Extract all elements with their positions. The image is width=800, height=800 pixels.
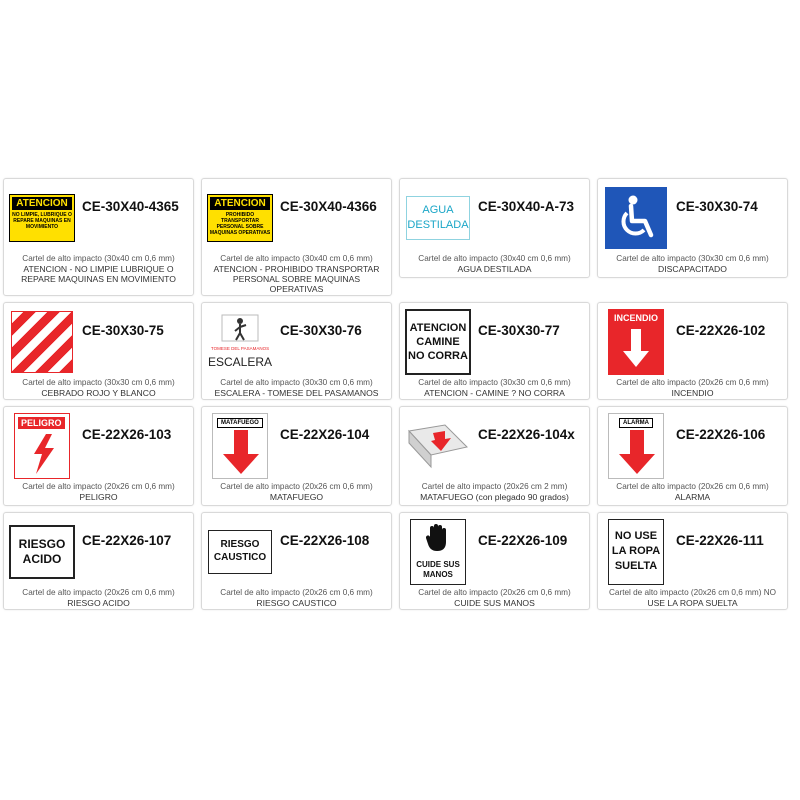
product-image[interactable] [9,415,75,477]
product-code[interactable]: CE-30X40-4365 [82,199,179,214]
product-card[interactable] [3,178,194,296]
product-description: Cartel de alto impacto (20x26 cm 0,6 mm) RIESGO CAUSTICO [220,588,373,608]
product-card[interactable] [399,178,590,278]
product-image[interactable] [405,521,471,583]
alarma-sign: ALARMA [608,413,664,479]
escalera-sign: TOMESE DEL PASAMANOS ESCALERA [207,311,273,373]
product-code[interactable]: CE-22X26-111 [676,533,764,548]
arrow-down-icon [617,430,657,476]
product-description: Cartel de alto impacto (20x26 cm 0,6 mm) ALARMA [616,482,769,502]
product-card[interactable] [201,302,392,400]
product-description: Cartel de alto impacto (30x40 cm 0,6 mm) ATENCION - NO LIMPIE LUBRIQUE O REPARE MAQUINAS EN MOVIMIENTO [21,254,176,284]
wheelchair-sign [605,187,667,249]
wheelchair-icon [611,193,661,243]
product-image[interactable] [603,311,669,373]
product-description: Cartel de alto impacto (20x26 cm 0,6 mm) RIESGO ACIDO [22,588,175,608]
camine-no-corra-sign: ATENCION CAMINE NO CORRA [405,309,471,375]
product-card[interactable] [597,178,788,278]
product-code[interactable]: CE-22X26-104 [280,427,370,442]
product-image[interactable] [405,187,471,249]
product-code[interactable]: CE-22X26-107 [82,533,172,548]
product-description: Cartel de alto impacto (20x26 cm 0,6 mm) NO USE LA ROPA SUELTA [609,588,776,608]
hazard-stripes-sign [11,311,73,373]
cuide-sus-manos-sign: CUIDE SUS MANOS [410,519,466,585]
product-card[interactable] [399,512,590,610]
product-description: Cartel de alto impacto (30x30 cm 0,6 mm) ESCALERA - TOMESE DEL PASAMANOS [214,378,379,398]
product-image[interactable] [405,415,471,477]
product-description: Cartel de alto impacto (30x30 cm 0,6 mm) CEBRADO ROJO Y BLANCO [22,378,175,398]
product-card[interactable] [399,302,590,400]
product-description: Cartel de alto impacto (30x40 cm 0,6 mm) AGUA DESTILADA [418,254,571,274]
product-code[interactable]: CE-30X40-4366 [280,199,377,214]
product-image[interactable] [603,415,669,477]
product-card[interactable] [201,178,392,296]
product-code[interactable]: CE-30X30-77 [478,323,560,338]
product-image[interactable] [9,311,75,373]
product-image[interactable] [207,187,273,249]
atencion-sign: ATENCION PROHIBIDO TRANSPORTAR PERSONAL SOBRE MAQUINAS OPERATIVAS [207,194,273,242]
product-code[interactable]: CE-22X26-109 [478,533,568,548]
product-description: Cartel de alto impacto (20x26 cm 0,6 mm) INCENDIO [616,378,769,398]
product-code[interactable]: CE-30X30-74 [676,199,758,214]
product-card[interactable] [597,512,788,610]
product-card[interactable] [201,406,392,506]
folded-matafuego-sign [405,421,471,471]
product-description: Cartel de alto impacto (20x26 cm 2 mm) MATAFUEGO (con plegado 90 grados) [420,482,569,502]
product-card[interactable] [3,406,194,506]
product-code[interactable]: CE-30X40-A-73 [478,199,575,214]
product-description: Cartel de alto impacto (30x40 cm 0,6 mm) ATENCION - PROHIBIDO TRANSPORTAR PERSONAL SOBRE MAQUINAS OPERATIVAS [213,254,380,294]
product-card[interactable] [201,512,392,610]
product-code[interactable]: CE-30X30-75 [82,323,164,338]
product-code[interactable]: CE-30X30-76 [280,323,362,338]
product-description: Cartel de alto impacto (20x26 cm 0,6 mm) PELIGRO [22,482,175,502]
product-image[interactable] [207,311,273,373]
riesgo-caustico-sign: RIESGO CAUSTICO [208,530,272,574]
product-image[interactable] [603,521,669,583]
matafuego-sign: MATAFUEGO [212,413,268,479]
hand-icon [426,524,450,552]
product-code[interactable]: CE-22X26-104x [478,427,575,442]
product-image[interactable] [9,521,75,583]
atencion-sign: ATENCION NO LIMPIE, LUBRIQUE O REPARE MAQUINAS EN MOVIMIENTO [9,194,75,242]
product-code[interactable]: CE-22X26-103 [82,427,172,442]
product-image[interactable] [603,187,669,249]
product-code[interactable]: CE-22X26-102 [676,323,766,338]
product-description: Cartel de alto impacto (30x30 cm 0,6 mm) ATENCION - CAMINE ? NO CORRA [418,378,571,398]
product-card[interactable] [597,406,788,506]
product-image[interactable] [405,311,471,373]
product-description: Cartel de alto impacto (30x30 cm 0,6 mm) DISCAPACITADO [616,254,769,274]
product-image[interactable] [207,415,273,477]
product-description: Cartel de alto impacto (20x26 cm 0,6 mm) MATAFUEGO [220,482,373,502]
product-card[interactable] [3,512,194,610]
no-use-ropa-suelta-sign: NO USE LA ROPA SUELTA [608,519,664,585]
product-card[interactable] [399,406,590,506]
stairs-person-icon [220,313,260,343]
product-code[interactable]: CE-22X26-106 [676,427,766,442]
agua-destilada-sign: AGUA DESTILADA [406,196,470,240]
lightning-icon [28,434,58,474]
product-card[interactable] [597,302,788,400]
product-image[interactable] [9,187,75,249]
riesgo-acido-sign: RIESGO ACIDO [9,525,75,579]
product-card[interactable] [3,302,194,400]
peligro-sign: PELIGRO [14,413,70,479]
arrow-down-icon [221,430,261,476]
arrow-down-icon [621,329,651,369]
product-code[interactable]: CE-22X26-108 [280,533,370,548]
product-description: Cartel de alto impacto (20x26 cm 0,6 mm) CUIDE SUS MANOS [418,588,571,608]
product-image[interactable] [207,521,273,583]
incendio-sign: INCENDIO [608,309,664,375]
